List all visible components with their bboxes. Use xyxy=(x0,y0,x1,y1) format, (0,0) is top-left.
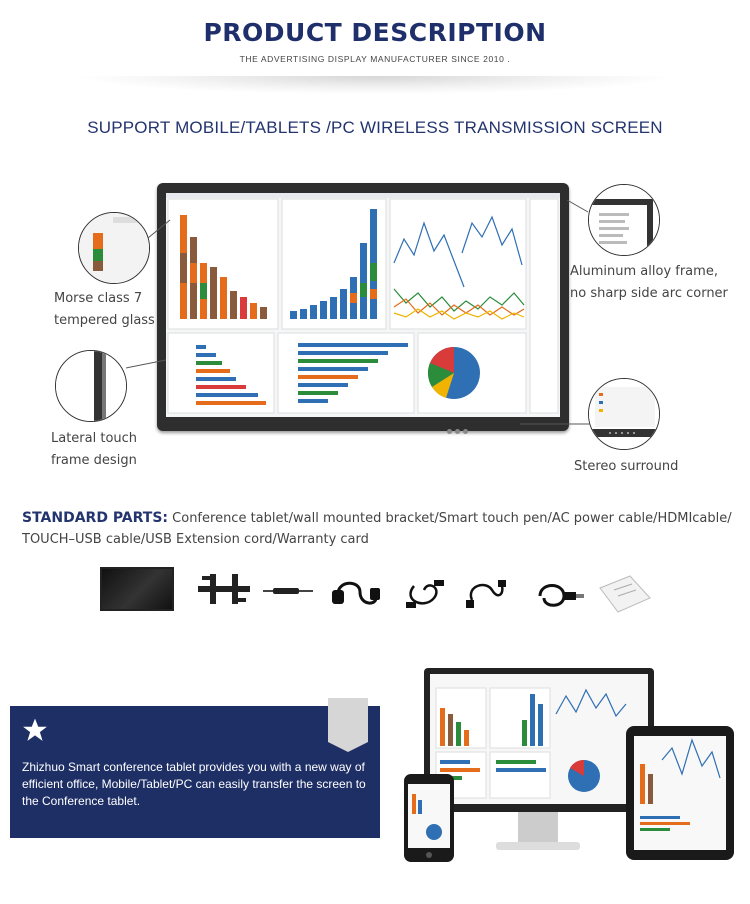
audio-callout: Stereo surround xyxy=(574,459,679,474)
hdmi-cable-icon xyxy=(404,576,448,612)
corner-tab xyxy=(328,698,368,742)
extension-cord-icon xyxy=(534,578,586,612)
standard-parts xyxy=(22,508,742,550)
corner-tab-arrow xyxy=(328,742,368,752)
frame-callout-line2: no sharp side arc corner xyxy=(570,286,728,301)
standard-parts-label: STANDARD PARTS: xyxy=(22,510,169,526)
panel-icon xyxy=(100,567,174,611)
page-subtitle: THE ADVERTISING DISPLAY MANUFACTURER SINCE 2010 . xyxy=(239,54,511,64)
standard-parts-text: Conference tablet/wall mounted bracket/Smart touch pen/AC power cable/HDMIcable/ TOUCH–USB cable/USB Extension cord/Warranty card xyxy=(22,511,732,547)
usb-cable-icon xyxy=(464,576,510,612)
bracket-icon xyxy=(196,572,252,606)
warranty-card-icon xyxy=(596,572,652,614)
frame-callout xyxy=(570,261,728,305)
touch-callout-line1: Lateral touch xyxy=(51,431,138,446)
star-icon xyxy=(22,717,48,743)
frame-callout-line1: Aluminum alloy frame, xyxy=(570,264,718,279)
glass-callout xyxy=(54,288,155,332)
promo-text: Zhizhuo Smart conference tablet provides you with a new way of efficient office, Mobile/Tablet/PC can easily transfer the screen to the Conference tablet. xyxy=(22,760,366,808)
glass-callout-line1: Morse class 7 xyxy=(54,291,143,306)
section-title: SUPPORT MOBILE/TABLETS /PC WIRELESS TRANSMISSION SCREEN xyxy=(87,118,663,137)
glass-callout-line2: tempered glass xyxy=(54,313,155,328)
devices-image xyxy=(400,664,740,866)
page-title: PRODUCT DESCRIPTION xyxy=(203,18,547,47)
pen-icon xyxy=(263,586,313,596)
power-cable-icon xyxy=(332,576,382,612)
touch-callout-line2: frame design xyxy=(51,453,137,468)
touch-callout xyxy=(51,428,137,472)
